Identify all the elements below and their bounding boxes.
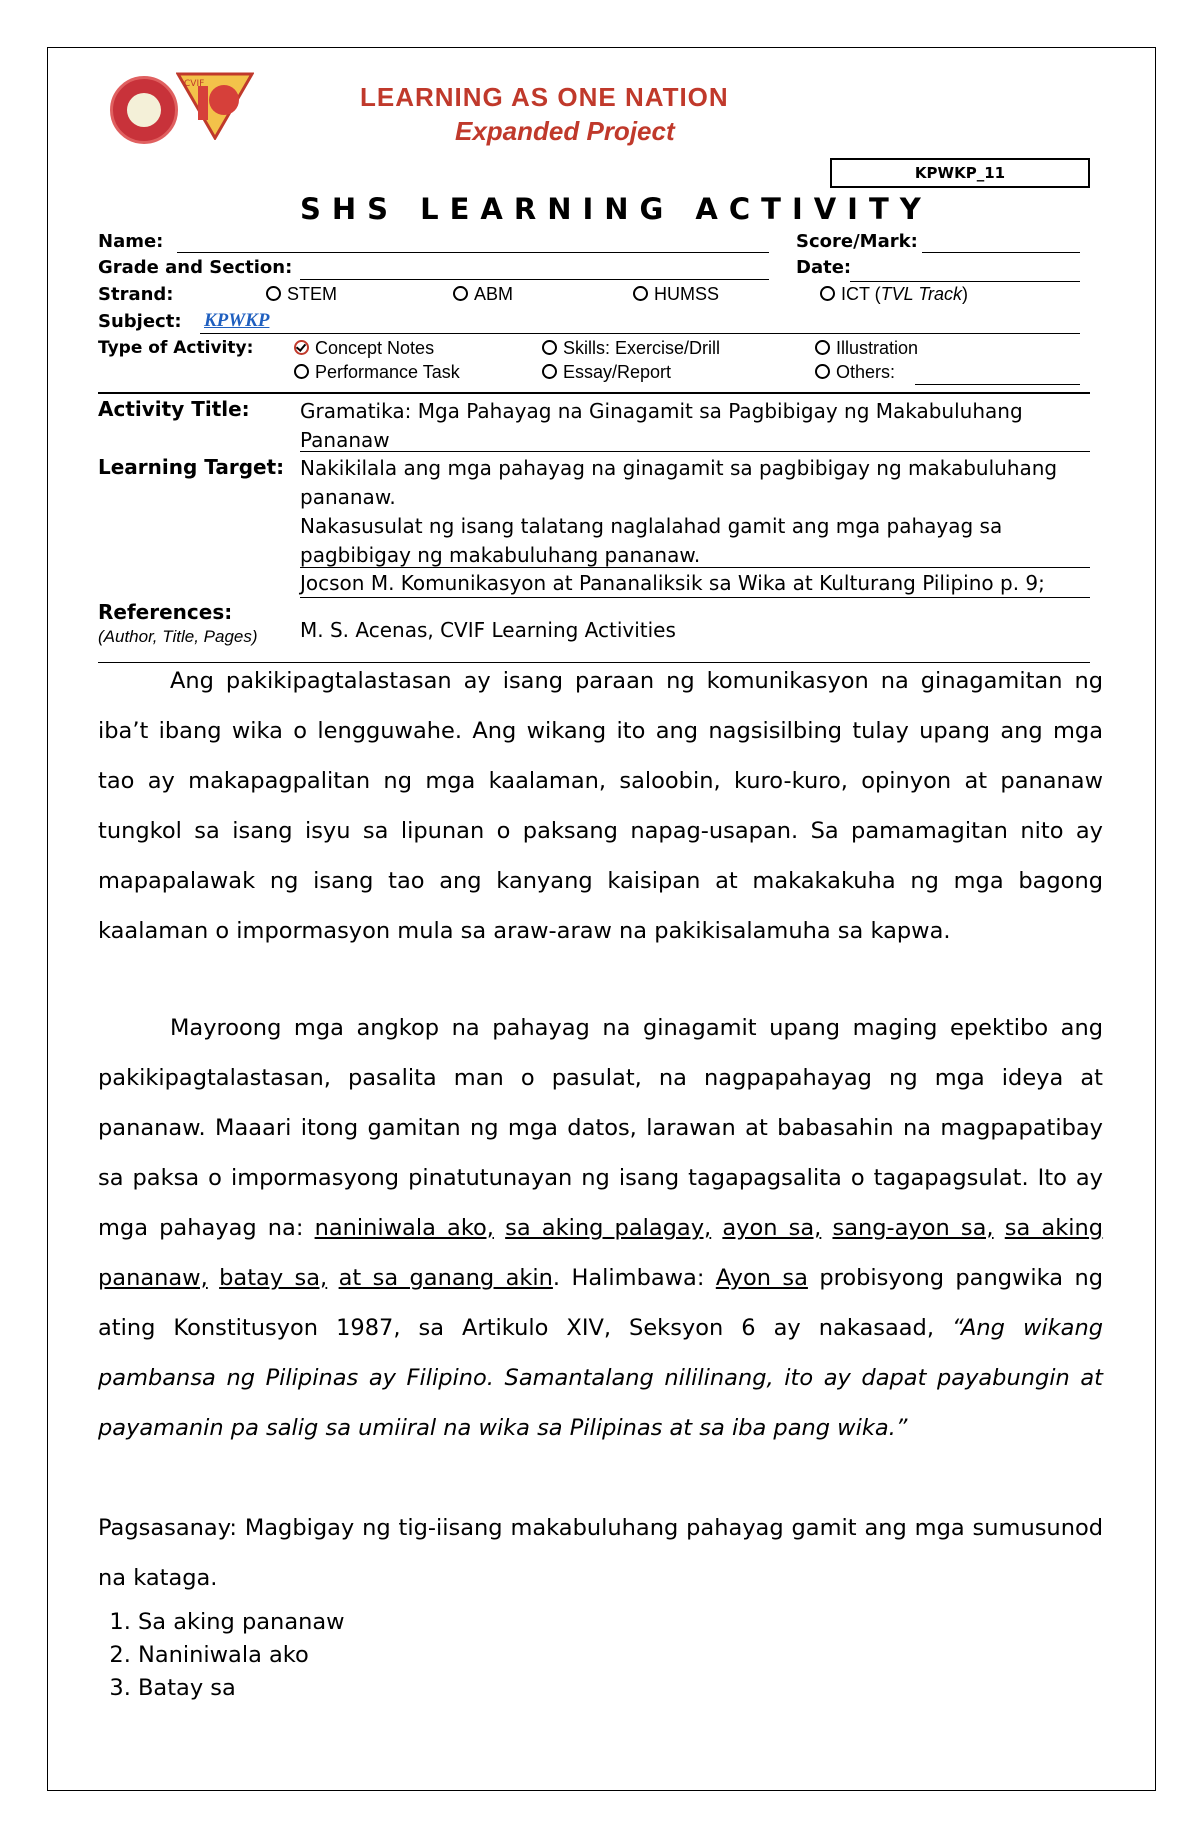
learning-target-2: Nakasusulat ng isang talatang naglalahad gamit ang mga pahayag sa pagbibigay ng makabuluhang pananaw. (300, 514, 1003, 567)
type-others[interactable]: Others: (815, 362, 895, 383)
phrase-sang-ayon-sa: sang-ayon sa, (832, 1215, 994, 1241)
title-underline (300, 451, 1090, 452)
list-item: 3. Batay sa (138, 1672, 345, 1705)
grade-section-label: Grade and Section: (98, 257, 293, 278)
subject-line (200, 333, 1080, 334)
radio-icon (815, 364, 830, 379)
strand-option-stem[interactable]: STEM (266, 284, 337, 305)
strand-option-abm[interactable]: ABM (453, 284, 513, 305)
seal-logo-icon (110, 76, 178, 144)
header-subtitle: Expanded Project (455, 116, 675, 146)
exercise-instruction: Pagsasanay: Magbigay ng tig-iisang makabuluhang pahayag gamit ang mga sumusunod na kataga. (98, 1515, 1103, 1591)
list-item: 2. Naniniwala ako (138, 1639, 345, 1672)
references-note: (Author, Title, Pages) (98, 627, 258, 646)
date-label: Date: (796, 257, 852, 278)
target-underline (300, 567, 1090, 568)
svg-text:CVIF: CVIF (184, 79, 205, 89)
radio-icon (542, 340, 557, 355)
paragraph-2: Mayroong mga angkop na pahayag na ginagamit upang maging epektibo ang pakikipagtalastasan, pasalita man o pasulat, na nagpapahayag ng mga ideya at pananaw. Maaari itong gamitan ng mga datos, larawan at babasahin na magpapatibay sa paksa o impormasyong pinatutunayan ng isang tagapagsalita o tagapagsulat. Ito ay mga pahayag na: naniniwala ako, sa aking palagay, ayon sa, sang-ayon sa, sa aking pananaw, batay sa, at sa ganang akin. Halimbawa: Ayon sa probisyong pangwika ng ating Konstitusyon 1987, sa Artikulo XIV, Seksyon 6 ay nakasaad, “Ang wikang pambansa ng Pilipinas ay Filipino. Samantalang nililinang, ito ay dapat payabungin at payamanin pa salig sa umiiral na wika sa Pilipinas at sa iba pang wika.” (98, 1015, 1104, 1441)
score-field[interactable] (922, 252, 1080, 253)
radio-icon (266, 286, 281, 301)
date-field[interactable] (850, 281, 1080, 282)
radio-icon (820, 286, 835, 301)
learning-target-1: Nakikilala ang mga pahayag na ginagamit sa pagbibigay ng makabuluhang pananaw. (300, 456, 1058, 509)
type-of-activity-label: Type of Activity: (98, 338, 254, 358)
reference-underline (300, 597, 1090, 598)
type-performance-task[interactable]: Performance Task (294, 362, 460, 383)
reference-1: Jocson M. Komunikasyon at Pananaliksik sa Wika at Kulturang Pilipino p. 9; (300, 571, 1045, 595)
phrase-batay-sa: batay sa, (219, 1265, 328, 1291)
activity-title-value: Gramatika: Mga Pahayag na Ginagamit sa Pagbibigay ng Makabuluhang Pananaw (300, 399, 1023, 452)
strand-label: Strand: (98, 284, 174, 305)
learning-target-label: Learning Target: (98, 455, 285, 479)
cvif-logo-icon (176, 70, 254, 140)
paragraph-1: Ang pakikipagtalastasan ay isang paraan ng komunikasyon na ginagamitan ng iba’t ibang wika o lengguwahe. Ang wikang ito ang nagsisilbing tulay upang ang mga tao ay makapagpalitan ng mga kaalaman, saloobin, kuro-kuro, opinyon at pananaw tungkol sa isang isyu sa lipunan o paksang napag-usapan. Sa pamamagitan nito ay mapapalawak ng isang tao ang kanyang kaisipan at makakakuha ng mga bagong kaalaman o impormasyon mula sa araw-araw na pakikisalamuha sa kapwa. (98, 668, 1103, 944)
activity-code: KPWKP_11 (830, 158, 1090, 188)
activity-title-label: Activity Title: (98, 397, 250, 421)
header-title: LEARNING AS ONE NATION (360, 82, 729, 112)
phrase-sa-aking-palagay: sa aking palagay, (505, 1215, 712, 1241)
type-skills-exercise[interactable]: Skills: Exercise/Drill (542, 338, 720, 359)
references-label: References: (98, 600, 233, 624)
phrase-sa-ganang-akin: at sa ganang akin (338, 1265, 553, 1291)
constitution-quote: “Ang wikang pambansa ng Pilipinas ay Filipino. Samantalang nililinang, ito ay dapat payabungin at payamanin pa salig sa umiiral na wika sa Pilipinas at sa iba pang wika.” (98, 1315, 1103, 1441)
radio-icon (294, 364, 309, 379)
type-essay-report[interactable]: Essay/Report (542, 362, 671, 383)
page-title: SHS LEARNING ACTIVITY (300, 192, 932, 226)
name-field[interactable] (177, 252, 769, 253)
section-divider (98, 392, 1090, 394)
radio-icon (542, 364, 557, 379)
name-label: Name: (98, 231, 164, 252)
type-illustration[interactable]: Illustration (815, 338, 918, 359)
strand-option-ict[interactable]: ICT (TVL Track) (820, 284, 968, 305)
checked-radio-icon (294, 340, 309, 355)
radio-icon (633, 286, 648, 301)
example-ayon-sa: Ayon sa (715, 1265, 808, 1291)
type-concept-notes[interactable]: Concept Notes (294, 338, 434, 359)
strand-option-humss[interactable]: HUMSS (633, 284, 719, 305)
subject-value: KPWKP (204, 310, 270, 331)
reference-2: M. S. Acenas, CVIF Learning Activities (300, 618, 676, 642)
subject-label: Subject: (98, 311, 182, 332)
radio-icon (815, 340, 830, 355)
score-label: Score/Mark: (796, 231, 918, 252)
others-field[interactable] (915, 384, 1080, 385)
phrase-ayon-sa: ayon sa, (722, 1215, 822, 1241)
grade-section-field[interactable] (300, 279, 769, 280)
exercise-list (98, 1606, 345, 1705)
phrase-sa-aking-pananaw: sa aking pananaw, (98, 1215, 1104, 1291)
phrase-naniniwala-ako: naniniwala ako, (314, 1215, 494, 1241)
list-item: 1. Sa aking pananaw (138, 1606, 345, 1639)
radio-icon (453, 286, 468, 301)
